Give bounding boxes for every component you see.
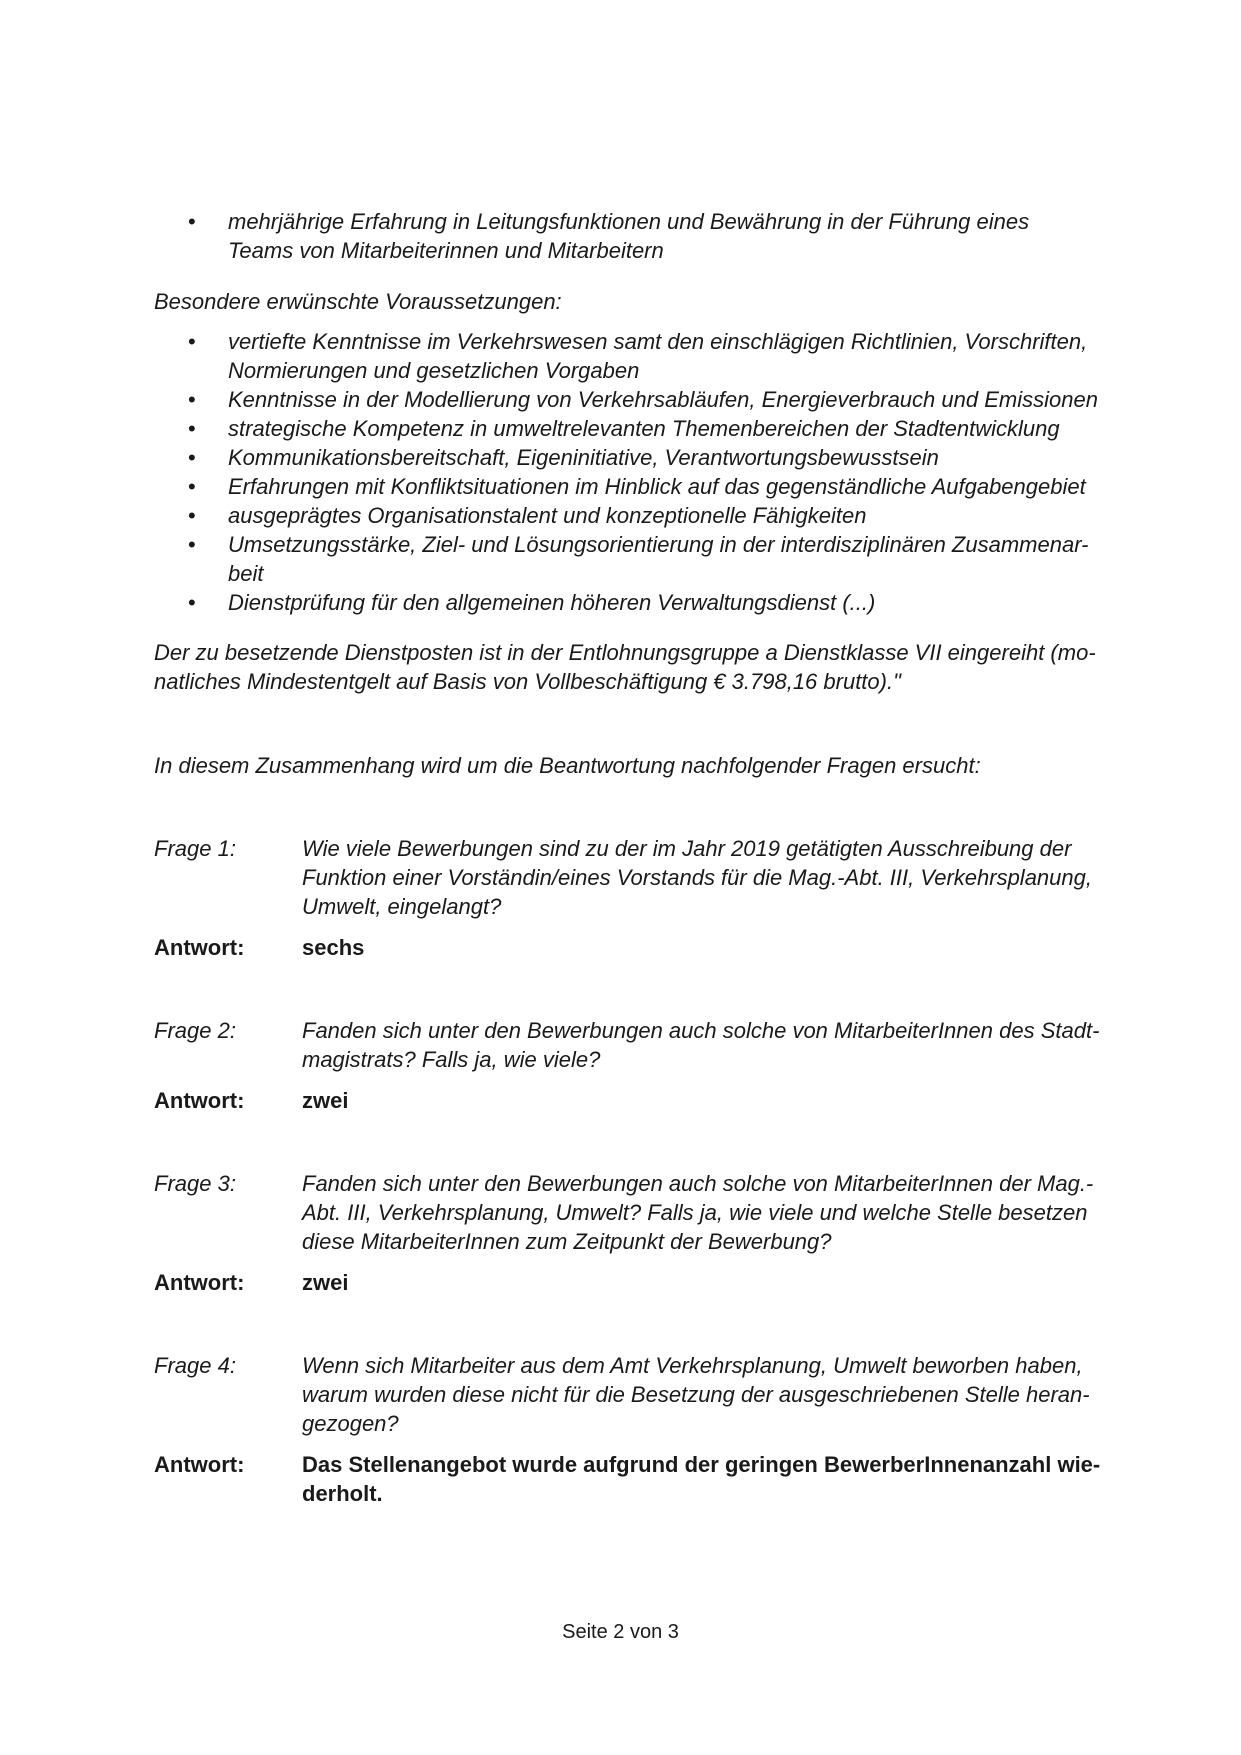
answer-row [154,1450,1144,1508]
qa-block-1 [154,834,1144,962]
desired-requirements-heading: Besondere erwünschte Voraussetzungen: [154,289,562,314]
answer-text: zwei [302,1270,349,1295]
question-text: Fanden sich unter den Bewerbungen auch solche von MitarbeiterInnen des Stadt- magistrats? Falls ja, wie viele? [302,1018,1100,1072]
bullet-icon: • [188,329,196,354]
list-item-text: Dienstprüfung für den allgemeinen höheren Verwaltungsdienst (...) [228,590,876,615]
list-item-text: Erfahrungen mit Konfliktsituationen im Hinblick auf das gegenständliche Aufgabengebiet [228,474,1086,499]
answer-text: zwei [302,1088,349,1113]
answer-row [154,1086,1144,1115]
list-item-text: Kommunikationsbereitschaft, Eigeninitiative, Verantwortungsbewusstsein [228,445,939,470]
question-row [154,1351,1144,1438]
desired-requirements-list [188,327,1148,617]
answer-label: Antwort: [154,1452,245,1477]
question-text: Fanden sich unter den Bewerbungen auch solche von MitarbeiterInnen der Mag.- Abt. III, Verkehrsplanung, Umwelt? Falls ja, wie viele und welche Stelle besetzen diese MitarbeiterInnen zum Zeitpunkt der Bewerbung? [302,1171,1094,1254]
question-row [154,834,1144,921]
list-item [188,588,1148,617]
requirements-list [188,207,1148,265]
bullet-icon: • [188,532,196,557]
bullet-icon: • [188,387,196,412]
question-label: Frage 3: [154,1171,236,1196]
answer-label: Antwort: [154,1088,245,1113]
list-item [188,414,1148,443]
list-item [188,385,1148,414]
list-item-text: ausgeprägtes Organisationstalent und konzeptionelle Fähigkeiten [228,503,867,528]
salary-paragraph: Der zu besetzende Dienstposten ist in der Entlohnungsgruppe a Dienstklasse VII eingereiht (mo- natliches Mindestentgelt auf Basis von Vollbeschäftigung € 3.798,16 brutto)." [154,640,1096,694]
list-item [188,501,1148,530]
bullet-icon: • [188,445,196,470]
answer-text: Das Stellenangebot wurde aufgrund der geringen BewerberInnenanzahl wie- derholt. [302,1452,1101,1506]
question-row [154,1169,1144,1256]
question-label: Frage 1: [154,836,236,861]
bullet-icon: • [188,474,196,499]
question-label: Frage 2: [154,1018,236,1043]
list-item-text: vertiefte Kenntnisse im Verkehrswesen samt den einschlägigen Richtlinien, Vorschriften, Normierungen und gesetzlichen Vorgaben [228,329,1088,383]
list-item [188,472,1148,501]
list-item-text: mehrjährige Erfahrung in Leitungsfunktionen und Bewährung in der Führung eines Teams von Mitarbeiterinnen und Mitarbeitern [228,209,1030,263]
bullet-icon: • [188,416,196,441]
bullet-icon: • [188,503,196,528]
qa-block-2 [154,1016,1144,1115]
answer-row [154,933,1144,962]
answer-row [154,1268,1144,1297]
list-item-text: strategische Kompetenz in umweltrelevanten Themenbereichen der Stadtentwicklung [228,416,1060,441]
list-item [188,327,1148,385]
page-number: Seite 2 von 3 [562,1621,679,1643]
list-item [188,443,1148,472]
bullet-icon: • [188,209,196,234]
qa-block-4 [154,1351,1144,1508]
question-text: Wie viele Bewerbungen sind zu der im Jahr 2019 getätigten Ausschreibung der Funktion einer Vorständin/eines Vorstands für die Mag.-Abt. III, Verkehrsplanung, Umwelt, eingelangt? [302,836,1092,919]
question-label: Frage 4: [154,1353,236,1378]
answer-label: Antwort: [154,1270,245,1295]
list-item-text: Umsetzungsstärke, Ziel- und Lösungsorientierung in der interdisziplinären Zusammenar- beit [228,532,1089,586]
answer-text: sechs [302,935,365,960]
question-row [154,1016,1144,1074]
list-item-text: Kenntnisse in der Modellierung von Verkehrsabläufen, Energieverbrauch und Emissionen [228,387,1098,412]
list-item [188,530,1148,588]
answer-label: Antwort: [154,935,245,960]
question-text: Wenn sich Mitarbeiter aus dem Amt Verkehrsplanung, Umwelt beworben haben, warum wurden diese nicht für die Besetzung der ausgeschriebenen Stelle heran- gezogen? [302,1353,1090,1436]
bullet-icon: • [188,590,196,615]
intro-paragraph: In diesem Zusammenhang wird um die Beantwortung nachfolgender Fragen ersucht: [154,753,981,778]
qa-block-3 [154,1169,1144,1297]
list-item [188,207,1148,265]
